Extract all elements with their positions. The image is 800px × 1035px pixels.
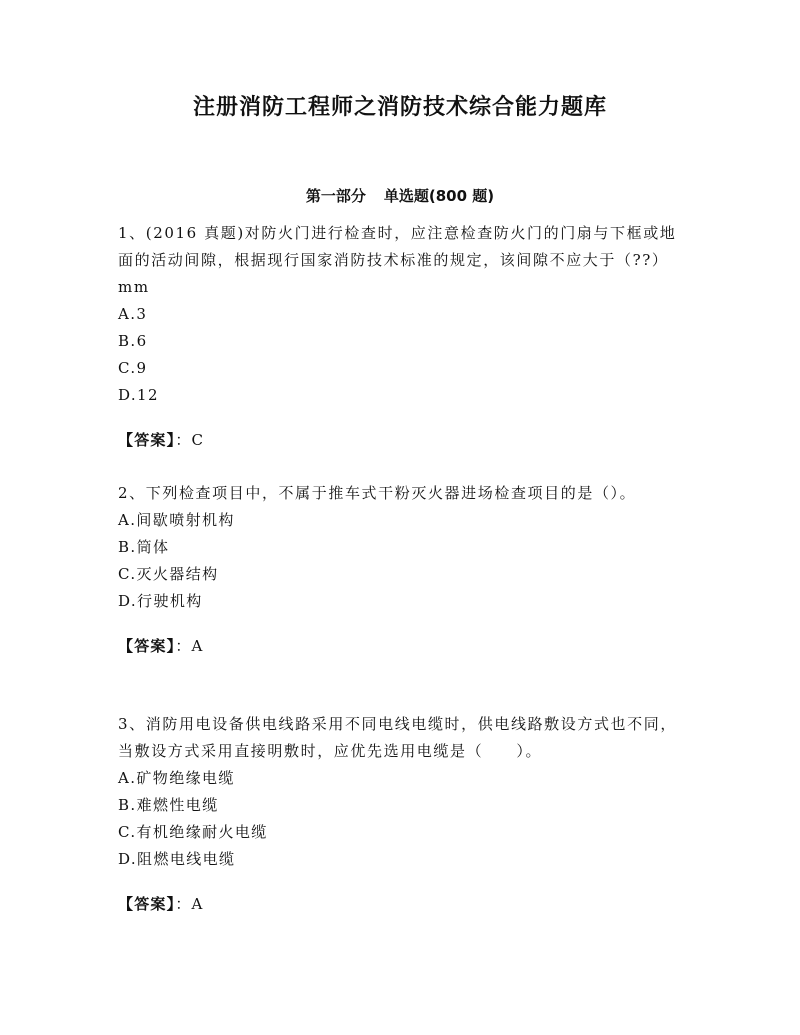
option-b: B.难燃性电缆 <box>118 796 219 814</box>
option-c: C.9 <box>118 359 148 377</box>
section-heading <box>0 184 800 208</box>
question-text: 1、(2016 真题)对防火门进行检查时，应注意检查防火门的门扇与下框或地面的活动间隙，根据现行国家消防技术标准的规定，该间隙不应大于（??）mm <box>118 224 677 296</box>
question-text: 2、下列检查项目中，不属于推车式干粉灭火器进场检查项目的是（）。 <box>118 484 637 502</box>
option-d: D.阻燃电线电缆 <box>118 850 236 868</box>
question-1 <box>118 220 682 454</box>
option-c: C.有机绝缘耐火电缆 <box>118 823 268 841</box>
option-d: D.12 <box>118 386 159 404</box>
section-title: 第一部分 <box>305 187 366 205</box>
answer-label: 【答案】 <box>118 431 176 449</box>
answer-value: ：A <box>175 895 204 913</box>
option-c: C.灭火器结构 <box>118 565 219 583</box>
answer-value: ：C <box>175 431 205 449</box>
answer-line <box>118 891 682 918</box>
option-d: D.行驶机构 <box>118 592 203 610</box>
document-title: 注册消防工程师之消防技术综合能力题库 <box>192 95 607 120</box>
question-text: 3、消防用电设备供电线路采用不同电线电缆时，供电线路敷设方式也不同，当敷设方式采用直接明敷时，应优先选用电缆是（ ）。 <box>118 715 677 760</box>
question-3 <box>118 711 682 918</box>
answer-label: 【答案】 <box>118 895 176 913</box>
question-2 <box>118 480 682 660</box>
option-a: A.间歇喷射机构 <box>118 511 235 529</box>
section-subtitle: 单选题(800 题) <box>383 187 495 205</box>
option-b: B.筒体 <box>118 538 170 556</box>
answer-label: 【答案】 <box>118 637 176 655</box>
answer-line <box>118 633 682 660</box>
option-a: A.3 <box>118 305 148 323</box>
option-a: A.矿物绝缘电缆 <box>118 769 235 787</box>
option-b: B.6 <box>118 332 148 350</box>
answer-line <box>118 427 682 454</box>
answer-value: ：A <box>175 637 204 655</box>
